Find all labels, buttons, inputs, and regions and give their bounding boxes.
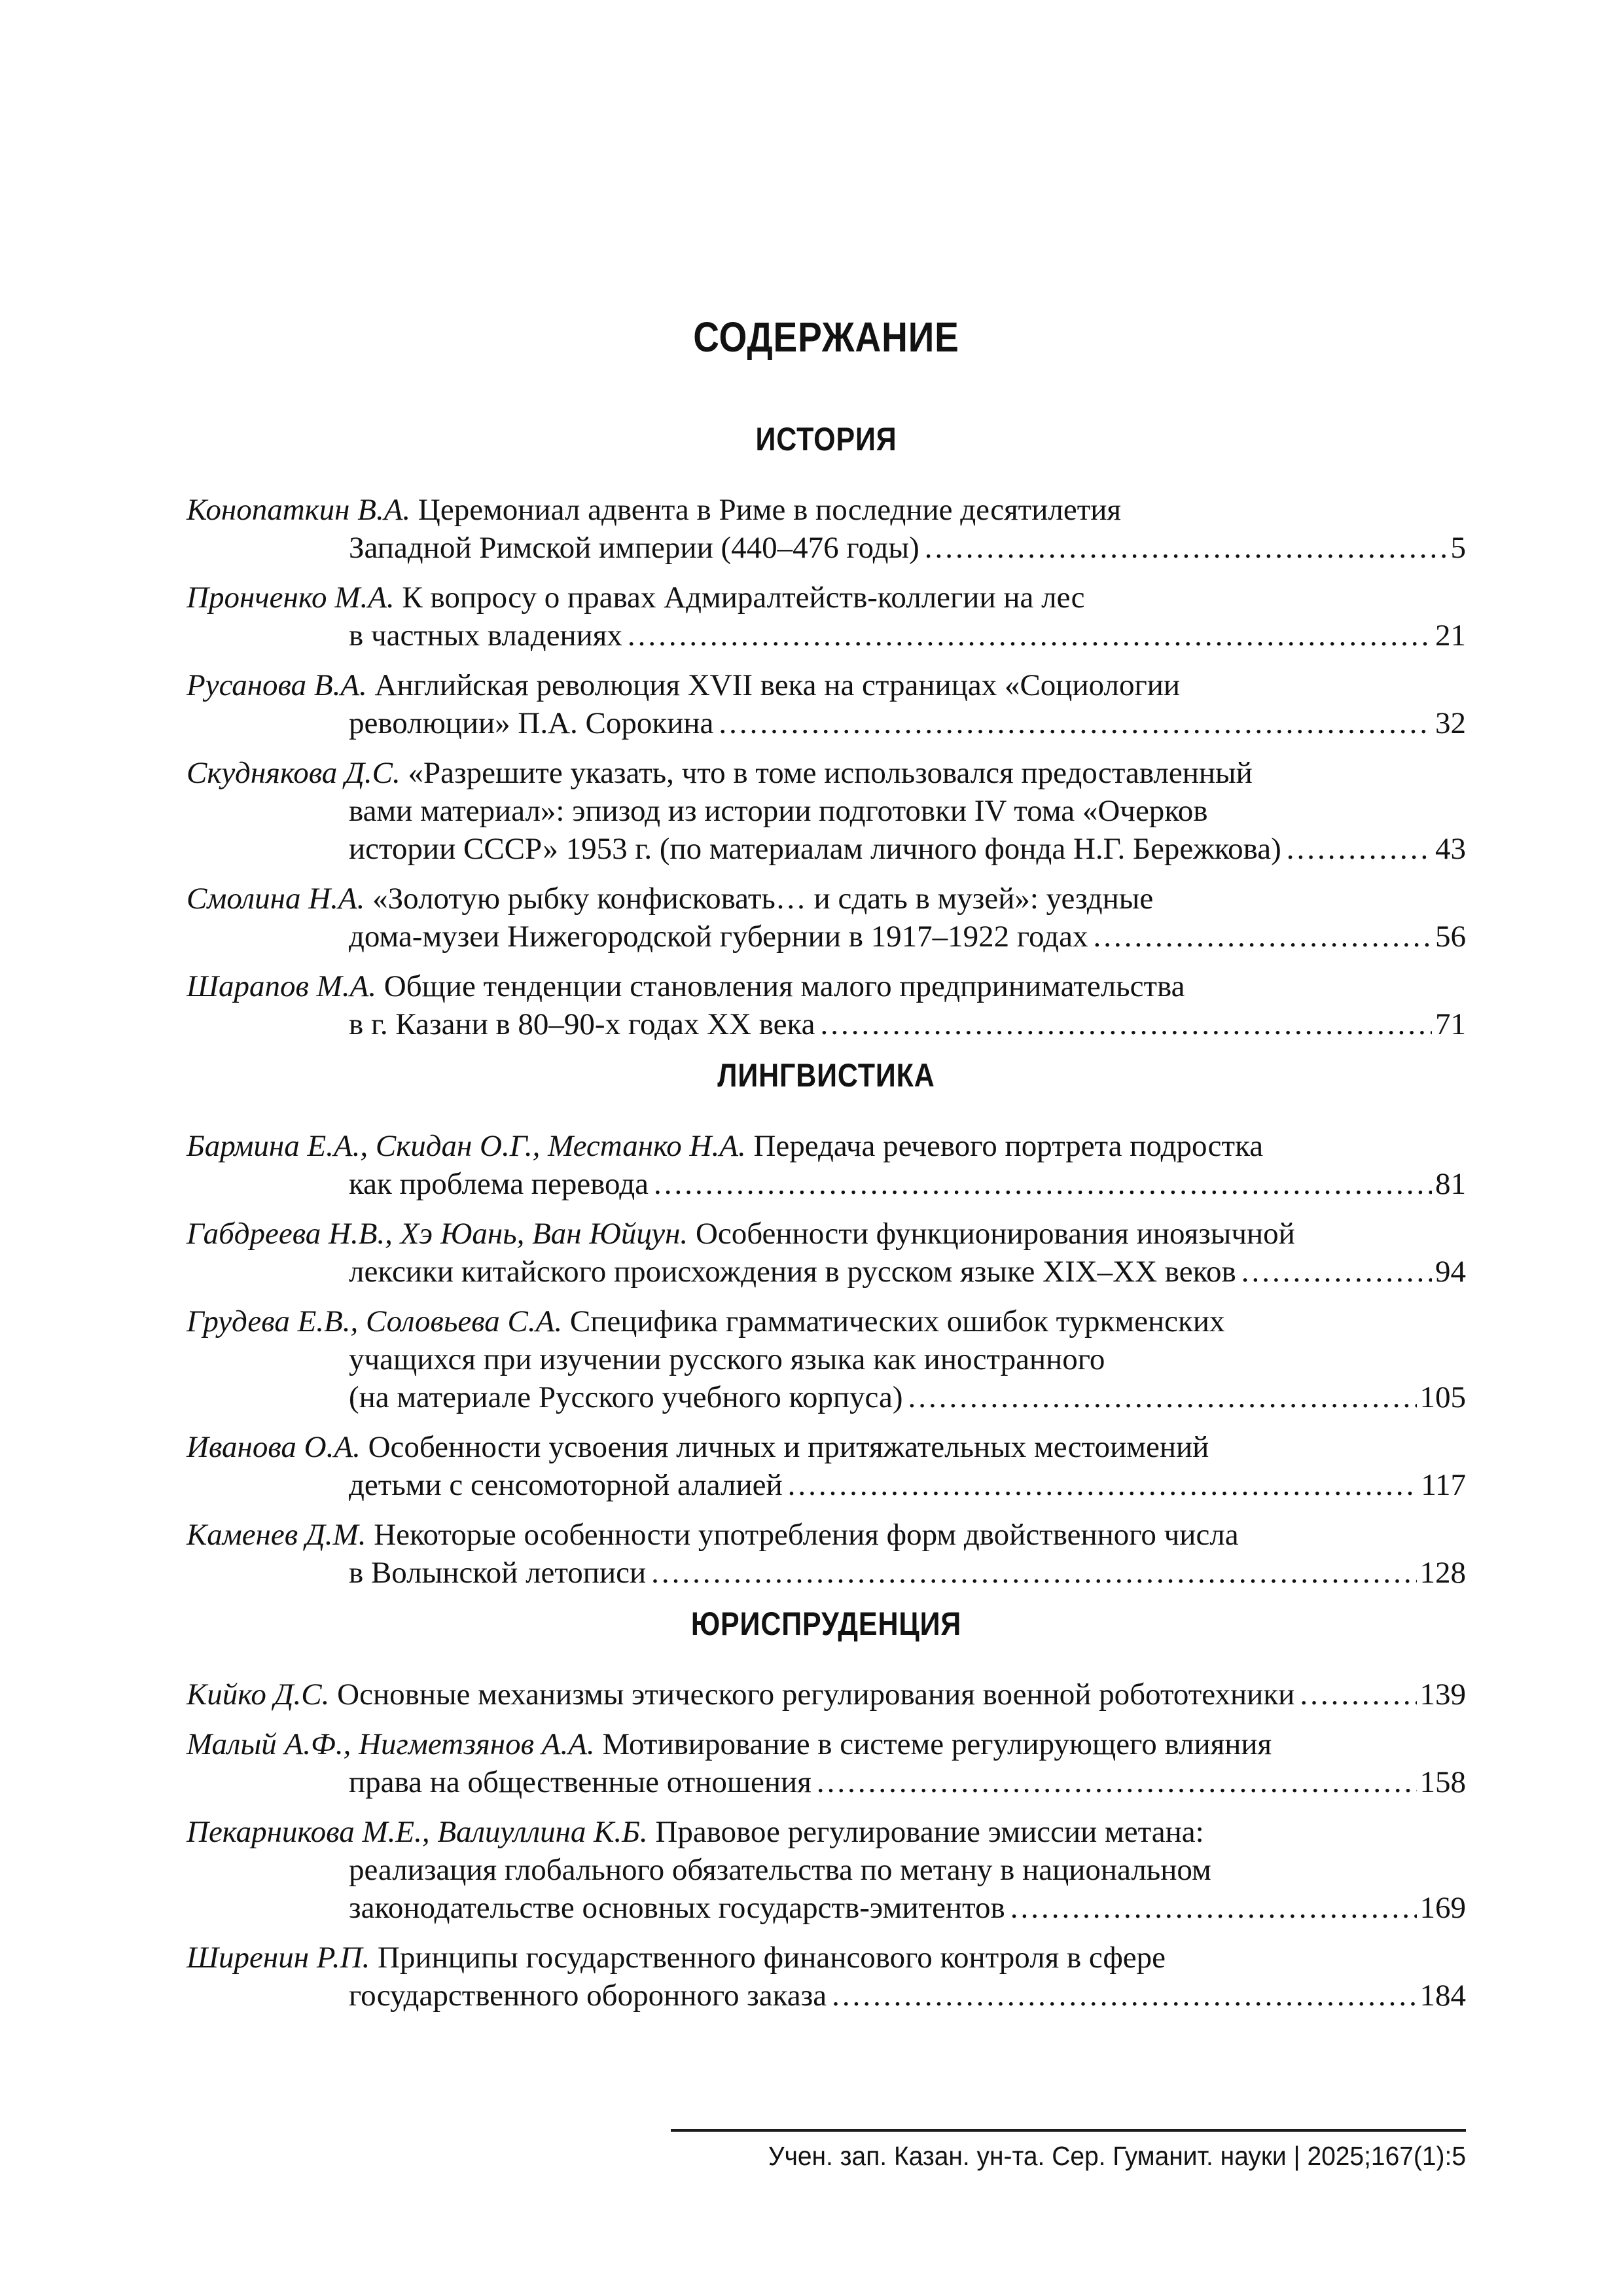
entry-authors: Скуднякова Д.С.: [187, 756, 401, 790]
entry-line: [187, 1253, 1466, 1291]
toc-entry: [187, 1676, 1466, 1713]
entry-line: [187, 617, 1466, 655]
entry-authors: Габдреева Н.В., Хэ Юань, Ван Юйцун.: [187, 1217, 688, 1251]
toc-entry: [187, 754, 1466, 868]
entry-line: [187, 704, 1466, 742]
entry-title-text: вами материал»: эпизод из истории подготовки IV тома «Очерков: [349, 794, 1208, 828]
entry-authors: Пронченко М.А.: [187, 581, 395, 615]
toc-entry: [187, 1725, 1466, 1801]
entry-title-text: права на общественные отношения: [349, 1765, 812, 1799]
entry-authors: Шарапов М.А.: [187, 969, 377, 1003]
entry-page-number: 105: [1419, 1380, 1466, 1414]
entry-line: [187, 1851, 1466, 1889]
dot-leader: [925, 529, 1448, 567]
entry-title-text: «Разрешите указать, что в томе использовался предоставленный: [408, 756, 1253, 790]
entry-authors: Иванова О.А.: [187, 1430, 361, 1464]
entry-authors: Русанова В.А.: [187, 668, 367, 702]
dot-leader: [628, 617, 1432, 655]
entry-line: [187, 918, 1466, 956]
entry-line: [187, 1165, 1466, 1203]
dot-leader: [821, 1005, 1432, 1043]
dot-leader: [1300, 1676, 1416, 1713]
entry-line: [187, 1378, 1466, 1416]
entry-line: [187, 1516, 1466, 1554]
dot-leader: [788, 1466, 1418, 1504]
entry-page-number: 117: [1421, 1468, 1466, 1502]
entry-line: [187, 1889, 1466, 1927]
section-heading-jurisprudence: ЮРИСПРУДЕНЦИЯ: [690, 1605, 962, 1642]
entry-title-text: Особенности функционирования иноязычной: [695, 1217, 1295, 1251]
entry-page-number: 139: [1419, 1677, 1466, 1712]
page-footer: [671, 2129, 1466, 2172]
entry-line: [187, 1977, 1466, 2015]
entry-title-text: дома-музеи Нижегородской губернии в 1917–1922 годах: [349, 920, 1088, 954]
entry-title-text: Специфика грамматических ошибок туркменских: [569, 1304, 1225, 1338]
entry-authors: Конопаткин В.А.: [187, 493, 411, 527]
entry-line: [187, 579, 1466, 617]
entry-title-text: детьми с сенсомоторной алалией: [349, 1468, 783, 1502]
toc-entry: [187, 880, 1466, 956]
entry-line: [187, 1340, 1466, 1378]
entry-title-text: Западной Римской империи (440–476 годы): [349, 531, 919, 565]
entry-title-text: как проблема перевода: [349, 1167, 649, 1201]
toc-entry: [187, 579, 1466, 655]
dot-leader: [719, 704, 1432, 742]
entry-title-text: «Золотую рыбку конфисковать… и сдать в музей»: уездные: [372, 882, 1154, 916]
entry-title-text: К вопросу о правах Адмиралтейств-коллегии на лес: [402, 581, 1085, 615]
entry-title-text: в г. Казани в 80–90-х годах XX века: [349, 1007, 815, 1041]
entry-authors: Ширенин Р.П.: [187, 1941, 370, 1975]
entry-title-text: в Волынской летописи: [349, 1556, 647, 1590]
entry-line: [187, 1302, 1466, 1340]
dot-leader: [908, 1378, 1417, 1416]
toc-entry: [187, 666, 1466, 742]
entry-page-number: 94: [1435, 1255, 1466, 1289]
entry-title-text: Основные механизмы этического регулирования военной робототехники: [337, 1677, 1295, 1712]
entry-title-text: Особенности усвоения личных и притяжательных местоимений: [368, 1430, 1209, 1464]
entry-line: [187, 792, 1466, 830]
entry-page-number: 32: [1435, 706, 1466, 740]
entry-line: [187, 666, 1466, 704]
entry-line: [187, 1725, 1466, 1763]
entry-line: [187, 491, 1466, 529]
entry-page-number: 128: [1419, 1556, 1466, 1590]
entry-page-number: 43: [1435, 832, 1466, 866]
toc-entry: [187, 1428, 1466, 1504]
dot-leader: [654, 1165, 1432, 1203]
dot-leader: [1010, 1889, 1417, 1927]
entry-line: [187, 754, 1466, 792]
toc-entry: [187, 1127, 1466, 1203]
entry-title-text: революции» П.А. Сорокина: [349, 706, 714, 740]
dot-leader: [1093, 918, 1432, 956]
entry-title-text: (на материале Русского учебного корпуса): [349, 1380, 903, 1414]
entry-title-text: истории СССР» 1953 г. (по материалам личного фонда Н.Г. Бережкова): [349, 832, 1281, 866]
dot-leader: [1241, 1253, 1432, 1291]
entry-line: [187, 1554, 1466, 1592]
toc-entry: [187, 1516, 1466, 1592]
entry-line: [187, 529, 1466, 567]
entry-authors: Грудева Е.В., Соловьева С.А.: [187, 1304, 563, 1338]
entry-page-number: 21: [1435, 619, 1466, 653]
toc-entry: [187, 1302, 1466, 1416]
dot-leader: [651, 1554, 1416, 1592]
entry-title-text: реализация глобального обязательства по метану в национальном: [349, 1853, 1211, 1887]
entry-authors: Пекарникова М.Е., Валиуллина К.Б.: [187, 1815, 648, 1849]
dot-leader: [817, 1763, 1417, 1801]
entry-title-text: Английская революция XVII века на страницах «Социологии: [374, 668, 1181, 702]
entry-line: [187, 1428, 1466, 1466]
dot-leader: [1287, 830, 1432, 868]
entry-title-text: Мотивирование в системе регулирующего влияния: [602, 1727, 1272, 1761]
entry-authors: Кийко Д.С.: [187, 1677, 330, 1712]
entry-title-text: в частных владениях: [349, 619, 622, 653]
entry-page-number: 56: [1435, 920, 1466, 954]
entry-title-text: Некоторые особенности употребления форм двойственного числа: [374, 1518, 1239, 1552]
dot-leader: [832, 1977, 1416, 2015]
toc-entry: [187, 1215, 1466, 1291]
section-heading-linguistics: ЛИНГВИСТИКА: [717, 1057, 935, 1094]
entry-line: [187, 1127, 1466, 1165]
entry-authors: Каменев Д.М.: [187, 1518, 366, 1552]
entry-page-number: 5: [1450, 531, 1466, 565]
entry-title-text: Церемониал адвента в Риме в последние десятилетия: [418, 493, 1121, 527]
entry-title-text: Общие тенденции становления малого предпринимательства: [383, 969, 1185, 1003]
entry-title-text: Передача речевого портрета подростка: [753, 1129, 1264, 1163]
entry-line: [187, 1939, 1466, 1977]
entry-page-number: 71: [1435, 1007, 1466, 1041]
entry-title-text: Правовое регулирование эмиссии метана:: [655, 1815, 1204, 1849]
entry-line: [187, 1763, 1466, 1801]
entry-line: [187, 967, 1466, 1005]
entry-line: [187, 880, 1466, 918]
entry-authors: Малый А.Ф., Нигметзянов А.А.: [187, 1727, 595, 1761]
entry-line: [187, 1813, 1466, 1851]
entry-title-text: учащихся при изучении русского языка как иностранного: [349, 1342, 1105, 1376]
section-heading-history: ИСТОРИЯ: [755, 421, 897, 457]
toc-entry: [187, 491, 1466, 567]
toc-entry: [187, 1813, 1466, 1927]
entry-line: [187, 1005, 1466, 1043]
contents-title: СОДЕРЖАНИЕ: [693, 314, 959, 361]
entry-page-number: 158: [1419, 1765, 1466, 1799]
entry-line: [187, 1676, 1466, 1713]
entry-title-text: законодательстве основных государств-эмитентов: [349, 1891, 1005, 1925]
entry-page-number: 169: [1419, 1891, 1466, 1925]
entry-authors: Бармина Е.А., Скидан О.Г., Местанко Н.А.: [187, 1129, 746, 1163]
toc-entry: [187, 1939, 1466, 2015]
toc-entry: [187, 967, 1466, 1043]
entry-title-text: Принципы государственного финансового контроля в сфере: [377, 1941, 1166, 1975]
entry-title-text: государственного оборонного заказа: [349, 1979, 827, 2013]
entry-title-text: лексики китайского происхождения в русском языке XIX–XX веков: [349, 1255, 1236, 1289]
entry-authors: Смолина Н.А.: [187, 882, 365, 916]
entry-line: [187, 830, 1466, 868]
entry-page-number: 184: [1419, 1979, 1466, 2013]
footer-rule: [671, 2129, 1466, 2132]
entry-page-number: 81: [1435, 1167, 1466, 1201]
entry-line: [187, 1466, 1466, 1504]
journal-citation: Учен. зап. Казан. ун-та. Сер. Гуманит. науки | 2025;167(1):5: [768, 2141, 1466, 2171]
entry-line: [187, 1215, 1466, 1253]
